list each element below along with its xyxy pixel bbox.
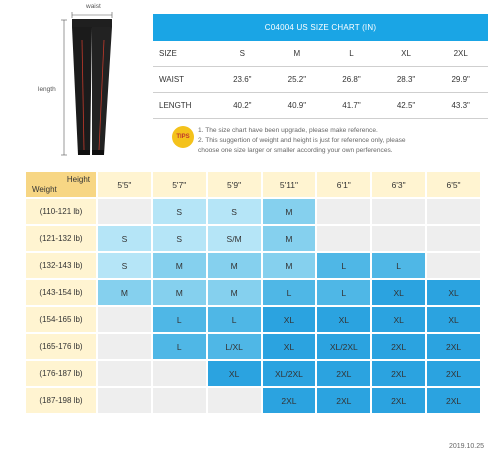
height-axis-label: Height <box>66 175 90 184</box>
length-cell: 43.3" <box>433 93 488 119</box>
empty-cell <box>153 388 206 413</box>
size-recommendation-cell: XL <box>317 307 370 332</box>
weight-label: (121-132 lb) <box>26 226 96 251</box>
size-recommendation-cell: XL/2XL <box>317 334 370 359</box>
size-row <box>153 41 488 67</box>
size-recommendation-cell: S <box>153 226 206 251</box>
size-chart <box>153 14 488 119</box>
weight-label: (176-187 lb) <box>26 361 96 386</box>
date-stamp: 2019.10.25 <box>448 443 484 450</box>
empty-cell <box>427 253 480 278</box>
size-recommendation-cell: M <box>153 280 206 305</box>
size-cell: 2XL <box>433 41 488 67</box>
size-cell: L <box>324 41 379 67</box>
size-recommendation-cell: S <box>153 199 206 224</box>
size-recommendation-cell: 2XL <box>372 388 425 413</box>
empty-cell <box>317 226 370 251</box>
waist-cell: 29.9" <box>433 67 488 93</box>
size-recommendation-cell: 2XL <box>317 388 370 413</box>
size-recommendation-cell: S <box>98 226 151 251</box>
height-header: 6'3" <box>372 172 425 197</box>
weight-row <box>26 226 480 251</box>
weight-row <box>26 361 480 386</box>
size-recommendation-cell: 2XL <box>427 361 480 386</box>
size-recommendation-cell: S <box>208 199 261 224</box>
empty-cell <box>153 361 206 386</box>
waist-row <box>153 67 488 93</box>
empty-cell <box>208 388 261 413</box>
weight-row <box>26 334 480 359</box>
empty-cell <box>427 226 480 251</box>
size-recommendation-cell: L <box>208 307 261 332</box>
empty-cell <box>98 199 151 224</box>
empty-cell <box>98 334 151 359</box>
size-recommendation-cell: L <box>317 253 370 278</box>
size-chart-title: C04004 US SIZE CHART (IN) <box>153 14 488 41</box>
row-label: LENGTH <box>153 93 215 119</box>
size-recommendation-cell: XL <box>263 307 316 332</box>
length-cell: 42.5" <box>379 93 434 119</box>
weight-row <box>26 199 480 224</box>
length-cell: 40.2" <box>215 93 270 119</box>
empty-cell <box>372 226 425 251</box>
size-recommendation-cell: 2XL <box>317 361 370 386</box>
size-recommendation-table <box>24 170 482 415</box>
size-recommendation-cell: 2XL <box>372 361 425 386</box>
length-cell: 40.9" <box>270 93 325 119</box>
waist-label: waist <box>86 3 101 10</box>
size-recommendation-cell: XL <box>263 334 316 359</box>
size-recommendation-cell: M <box>263 253 316 278</box>
size-cell: S <box>215 41 270 67</box>
size-recommendation-cell: M <box>153 253 206 278</box>
length-row <box>153 93 488 119</box>
weight-label: (154-165 lb) <box>26 307 96 332</box>
size-recommendation-cell: M <box>208 280 261 305</box>
size-recommendation-cell: M <box>98 280 151 305</box>
size-recommendation-cell: 2XL <box>372 334 425 359</box>
weight-axis-label: Weight <box>32 185 57 194</box>
tips-badge: TIPS <box>172 126 194 148</box>
height-header-row <box>26 172 480 197</box>
height-header: 6'1" <box>317 172 370 197</box>
size-cell: XL <box>379 41 434 67</box>
waist-cell: 26.8" <box>324 67 379 93</box>
size-recommendation-cell: L <box>153 334 206 359</box>
weight-label: (110-121 lb) <box>26 199 96 224</box>
size-recommendation-cell: M <box>263 199 316 224</box>
height-header: 5'9" <box>208 172 261 197</box>
pants-figure <box>0 0 145 162</box>
empty-cell <box>427 199 480 224</box>
size-recommendation-cell: L/XL <box>208 334 261 359</box>
size-recommendation-cell: L <box>317 280 370 305</box>
weight-label: (143-154 lb) <box>26 280 96 305</box>
row-label: WAIST <box>153 67 215 93</box>
empty-cell <box>372 199 425 224</box>
row-label: SIZE <box>153 41 215 67</box>
size-recommendation-cell: XL <box>372 280 425 305</box>
length-label: length <box>38 86 56 93</box>
weight-row <box>26 280 480 305</box>
size-recommendation-cell: XL/2XL <box>263 361 316 386</box>
weight-height-grid <box>24 170 482 415</box>
empty-cell <box>98 388 151 413</box>
size-recommendation-cell: XL <box>208 361 261 386</box>
waist-cell: 25.2" <box>270 67 325 93</box>
size-recommendation-cell: S/M <box>208 226 261 251</box>
size-recommendation-cell: S <box>98 253 151 278</box>
size-recommendation-cell: L <box>153 307 206 332</box>
weight-row <box>26 307 480 332</box>
height-header: 6'5" <box>427 172 480 197</box>
pants-image <box>0 0 145 162</box>
empty-cell <box>317 199 370 224</box>
waist-cell: 23.6" <box>215 67 270 93</box>
tip-line: 1. The size chart have been upgrade, please make reference. <box>198 127 378 134</box>
empty-cell <box>98 307 151 332</box>
size-cell: M <box>270 41 325 67</box>
size-recommendation-cell: 2XL <box>427 334 480 359</box>
size-recommendation-cell: L <box>263 280 316 305</box>
height-header: 5'7" <box>153 172 206 197</box>
corner-cell <box>26 172 96 197</box>
waist-cell: 28.3" <box>379 67 434 93</box>
weight-label: (165-176 lb) <box>26 334 96 359</box>
size-recommendation-cell: 2XL <box>263 388 316 413</box>
size-recommendation-cell: M <box>208 253 261 278</box>
tip-line: 2. This suggertion of weight and height is just for reference only, please <box>198 137 406 144</box>
empty-cell <box>98 361 151 386</box>
length-cell: 41.7" <box>324 93 379 119</box>
weight-row <box>26 388 480 413</box>
size-recommendation-cell: XL <box>372 307 425 332</box>
height-header: 5'5" <box>98 172 151 197</box>
size-recommendation-cell: 2XL <box>427 388 480 413</box>
size-recommendation-cell: XL <box>427 307 480 332</box>
tip-line: choose one size larger or smaller according your own perferences. <box>198 147 393 154</box>
size-recommendation-cell: XL <box>427 280 480 305</box>
weight-label: (187-198 lb) <box>26 388 96 413</box>
size-recommendation-cell: L <box>372 253 425 278</box>
size-recommendation-cell: M <box>263 226 316 251</box>
weight-row <box>26 253 480 278</box>
height-header: 5'11" <box>263 172 316 197</box>
weight-label: (132-143 lb) <box>26 253 96 278</box>
